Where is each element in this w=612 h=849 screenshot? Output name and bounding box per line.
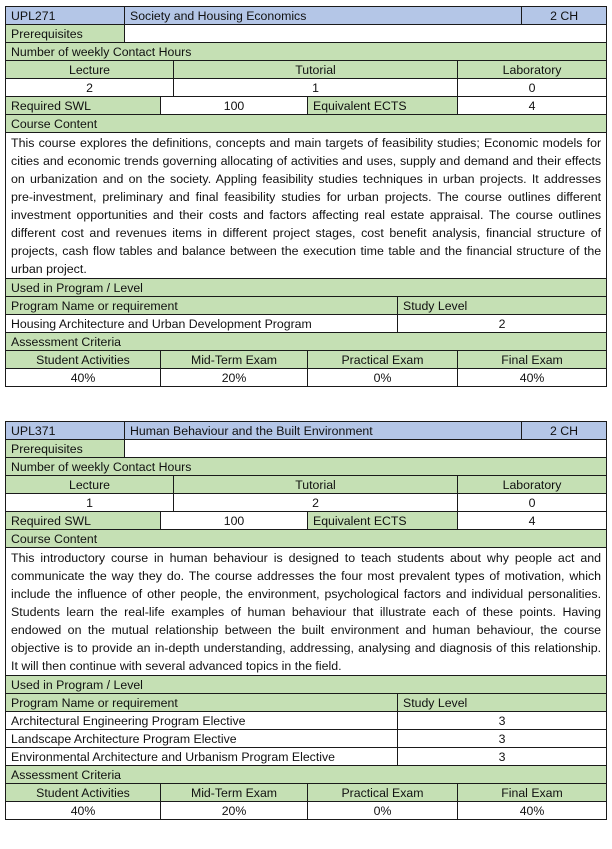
practical-exam-value: 0% xyxy=(308,369,458,387)
laboratory-label: Laboratory xyxy=(458,476,607,494)
program-header-row xyxy=(6,297,607,315)
course-content-row xyxy=(6,133,607,279)
program-row xyxy=(6,748,607,766)
program-row xyxy=(6,730,607,748)
course-content-heading-row xyxy=(6,530,607,548)
workload-row xyxy=(6,512,607,530)
contact-hours-label: Number of weekly Contact Hours xyxy=(6,43,607,61)
program-row xyxy=(6,315,607,333)
course-spec-table xyxy=(5,421,607,820)
laboratory-label: Laboratory xyxy=(458,61,607,79)
course-content-label: Course Content xyxy=(6,115,607,133)
study-level-value: 3 xyxy=(398,712,607,730)
program-name: Environmental Architecture and Urbanism Program Elective xyxy=(6,748,398,766)
program-row xyxy=(6,712,607,730)
course-spec-table xyxy=(5,6,607,387)
required-swl-value: 100 xyxy=(161,97,308,115)
program-name: Landscape Architecture Program Elective xyxy=(6,730,398,748)
lecture-label: Lecture xyxy=(6,476,174,494)
prerequisites-value xyxy=(125,440,607,458)
course-description: This introductory course in human behaviour is designed to teach students about why people act and communicate the way they do. The course addresses the four most prevalent types of motivation, which include the influence of other people, the environment, psychological factors and individual personalities. Students learn the real-life examples of human behaviour that illustrate each of these points. Having endowed on the mutual relationship between the built environment and human behaviour, the course objective is to provide an in-depth understanding, addressing, analysing and diagnosis of this relationship. It will then continue with several advanced topics in the field. xyxy=(6,548,607,676)
lecture-label: Lecture xyxy=(6,61,174,79)
used-in-program-heading-row xyxy=(6,676,607,694)
course-content-label: Course Content xyxy=(6,530,607,548)
course-code: UPL271 xyxy=(6,7,125,25)
study-level-label: Study Level xyxy=(398,694,607,712)
used-in-program-heading-row xyxy=(6,279,607,297)
contact-hours-heading-row xyxy=(6,458,607,476)
midterm-exam-label: Mid-Term Exam xyxy=(161,784,308,802)
student-activities-label: Student Activities xyxy=(6,351,161,369)
prerequisites-label: Prerequisites xyxy=(6,440,125,458)
student-activities-value: 40% xyxy=(6,369,161,387)
prerequisites-row xyxy=(6,25,607,43)
final-exam-value: 40% xyxy=(458,369,607,387)
credit-hours: 2 CH xyxy=(522,422,607,440)
credit-hours: 2 CH xyxy=(522,7,607,25)
assessment-values-row xyxy=(6,802,607,820)
tutorial-label: Tutorial xyxy=(174,476,458,494)
course-header-row xyxy=(6,422,607,440)
required-swl-value: 100 xyxy=(161,512,308,530)
course-title: Human Behaviour and the Built Environment xyxy=(125,422,522,440)
course-spec-upl371 xyxy=(5,421,606,820)
course-code: UPL371 xyxy=(6,422,125,440)
contact-hours-heading-row xyxy=(6,43,607,61)
course-content-heading-row xyxy=(6,115,607,133)
tutorial-label: Tutorial xyxy=(174,61,458,79)
study-level-value: 3 xyxy=(398,748,607,766)
workload-row xyxy=(6,97,607,115)
study-level-value: 2 xyxy=(398,315,607,333)
used-in-program-label: Used in Program / Level xyxy=(6,676,607,694)
study-level-value: 3 xyxy=(398,730,607,748)
program-header-row xyxy=(6,694,607,712)
course-spec-upl271 xyxy=(5,6,606,387)
equivalent-ects-label: Equivalent ECTS xyxy=(308,97,458,115)
prerequisites-value xyxy=(125,25,607,43)
program-name-label: Program Name or requirement xyxy=(6,694,398,712)
assessment-criteria-label: Assessment Criteria xyxy=(6,766,607,784)
contact-hours-header-row xyxy=(6,61,607,79)
course-title: Society and Housing Economics xyxy=(125,7,522,25)
tutorial-hours: 1 xyxy=(174,79,458,97)
program-name: Housing Architecture and Urban Development Program xyxy=(6,315,398,333)
equivalent-ects-label: Equivalent ECTS xyxy=(308,512,458,530)
prerequisites-row xyxy=(6,440,607,458)
assessment-heading-row xyxy=(6,766,607,784)
practical-exam-value: 0% xyxy=(308,802,458,820)
prerequisites-label: Prerequisites xyxy=(6,25,125,43)
final-exam-value: 40% xyxy=(458,802,607,820)
midterm-exam-value: 20% xyxy=(161,802,308,820)
student-activities-value: 40% xyxy=(6,802,161,820)
midterm-exam-value: 20% xyxy=(161,369,308,387)
required-swl-label: Required SWL xyxy=(6,512,161,530)
laboratory-hours: 0 xyxy=(458,79,607,97)
tutorial-hours: 2 xyxy=(174,494,458,512)
assessment-heading-row xyxy=(6,333,607,351)
used-in-program-label: Used in Program / Level xyxy=(6,279,607,297)
lecture-hours: 1 xyxy=(6,494,174,512)
practical-exam-label: Practical Exam xyxy=(308,351,458,369)
assessment-header-row xyxy=(6,784,607,802)
midterm-exam-label: Mid-Term Exam xyxy=(161,351,308,369)
required-swl-label: Required SWL xyxy=(6,97,161,115)
equivalent-ects-value: 4 xyxy=(458,512,607,530)
course-description: This course explores the definitions, concepts and main targets of feasibility studies; Economic models for cities and economic trends governing allocating of activities and uses, supply and demand and their effects on urbanization and on the society. Appling feasibility studies techniques in urban projects. It addresses pre-investment, preliminary and final feasibility studies for urban projects. The course outlines different investment opportunities and their costs and factors affecting real estate appraisal. The course outlines different cost and revenues items in different project stages, cost benefit analysis, financial structure of projects, cash flow tables and balance between the execution time table and the financial structure of the urban project. xyxy=(6,133,607,279)
assessment-criteria-label: Assessment Criteria xyxy=(6,333,607,351)
course-header-row xyxy=(6,7,607,25)
contact-hours-label: Number of weekly Contact Hours xyxy=(6,458,607,476)
program-name-label: Program Name or requirement xyxy=(6,297,398,315)
laboratory-hours: 0 xyxy=(458,494,607,512)
program-name: Architectural Engineering Program Elective xyxy=(6,712,398,730)
contact-hours-header-row xyxy=(6,476,607,494)
study-level-label: Study Level xyxy=(398,297,607,315)
equivalent-ects-value: 4 xyxy=(458,97,607,115)
assessment-header-row xyxy=(6,351,607,369)
final-exam-label: Final Exam xyxy=(458,351,607,369)
contact-hours-values-row xyxy=(6,494,607,512)
assessment-values-row xyxy=(6,369,607,387)
student-activities-label: Student Activities xyxy=(6,784,161,802)
lecture-hours: 2 xyxy=(6,79,174,97)
course-content-row xyxy=(6,548,607,676)
contact-hours-values-row xyxy=(6,79,607,97)
practical-exam-label: Practical Exam xyxy=(308,784,458,802)
final-exam-label: Final Exam xyxy=(458,784,607,802)
